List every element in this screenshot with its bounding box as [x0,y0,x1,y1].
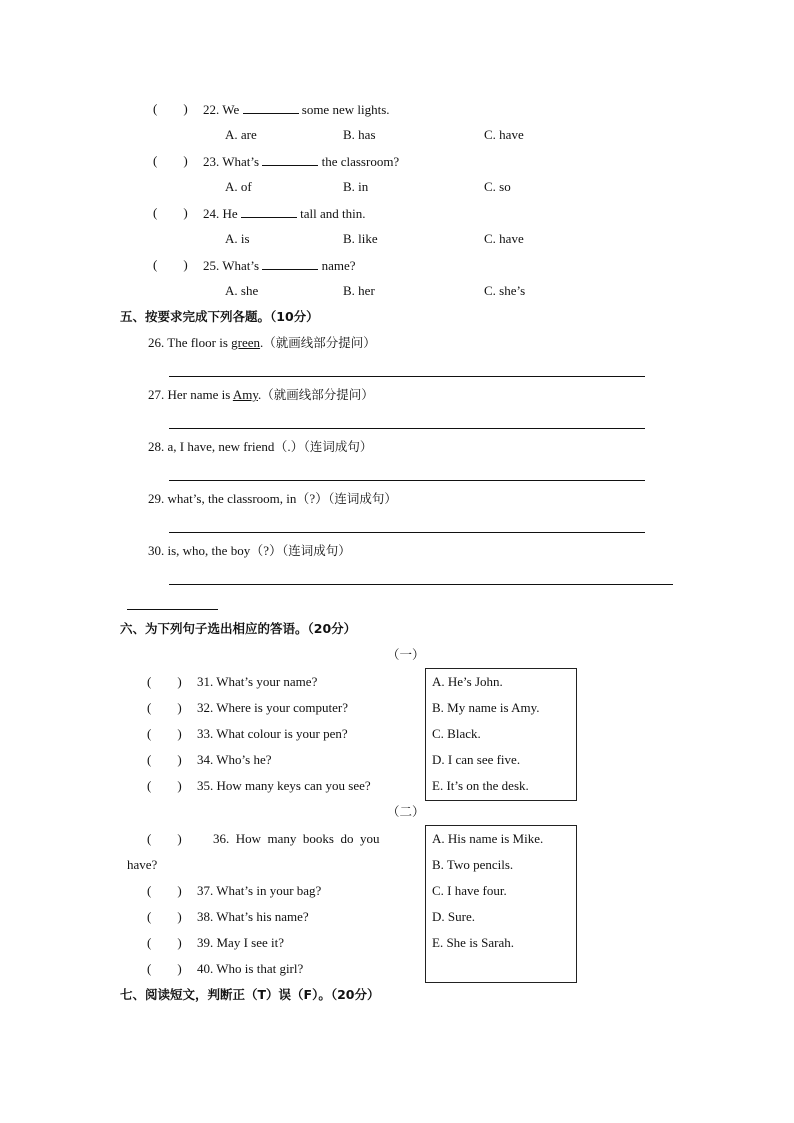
question-38: 38. What’s his name? [197,909,309,924]
question-hint: （就画线部分提问） [261,387,374,402]
section-5-title: 五、按要求完成下列各题。（10分） [120,309,319,324]
answer-option-c: C. I have four. [432,883,507,898]
question-text: 28. a, I have, new friend（.） [148,439,304,454]
answer-blank[interactable] [243,101,299,114]
question-text [203,101,390,118]
answer-option-d: D. Sure. [432,909,475,924]
answer-line-27[interactable] [169,428,645,429]
answer-line-30[interactable] [169,584,673,585]
underlined-word: green [231,335,261,350]
question-37: 37. What’s in your bag? [197,883,322,898]
option-b: B. has [343,127,376,142]
question-36-line-1: 36. How many books do you [213,831,380,846]
question-36-line-2: have? [127,857,158,872]
answer-paren[interactable]: ( ) [147,726,182,741]
question-40: 40. Who is that girl? [197,961,304,976]
option-c: C. have [484,231,524,246]
option-a: A. is [225,231,250,246]
answer-paren[interactable]: ( ) [147,674,182,689]
question-pre: 26. The floor is [148,335,232,350]
question-29 [148,491,397,507]
question-number: 23. [203,154,220,169]
question-post: some new lights. [301,102,390,117]
question-35: 35. How many keys can you see? [197,778,371,793]
question-text [203,257,356,274]
answer-paren[interactable]: ( ) [147,883,182,898]
question-pre: What’s [222,154,260,169]
option-c: C. so [484,179,511,194]
option-b: B. in [343,179,369,194]
question-post: . [258,387,262,402]
question-text: 29. what’s, the classroom, in（?） [148,491,329,506]
answer-paren[interactable]: ( ) [147,935,182,950]
question-post: . [260,335,264,350]
answer-option-d: D. I can see five. [432,752,521,767]
question-number: 25. [203,258,220,273]
answer-line-28[interactable] [169,480,645,481]
group-2-label: （二） [387,804,425,819]
answer-option-a: A. He’s John. [432,674,503,689]
answer-blank[interactable] [241,205,297,218]
answer-paren[interactable]: ( ) [147,961,182,976]
question-26 [148,335,376,351]
question-39: 39. May I see it? [197,935,285,950]
question-pre: 27. Her name is [148,387,233,402]
answer-paren[interactable]: ( ) [147,778,182,793]
option-a: A. are [225,127,257,142]
group-1-label: （一） [387,647,425,662]
answer-blank[interactable] [262,257,318,270]
underlined-word: Amy [232,387,258,402]
question-pre: What’s [222,258,260,273]
question-hint: （连词成句） [281,543,351,558]
question-post: name? [321,258,356,273]
question-pre: We [222,102,240,117]
question-34: 34. Who’s he? [197,752,272,767]
question-hint: （连词成句） [303,439,373,454]
question-27 [148,387,374,403]
answer-option-e: E. She is Sarah. [432,935,514,950]
answer-paren[interactable]: ( ) [153,153,188,168]
answer-paren[interactable]: ( ) [153,257,188,272]
answer-paren[interactable]: ( ) [147,831,182,846]
answer-box-2 [425,825,577,983]
option-c: C. have [484,127,524,142]
answer-paren[interactable]: ( ) [147,909,182,924]
answer-option-a: A. His name is Mike. [432,831,544,846]
answer-option-e: E. It’s on the desk. [432,778,529,793]
answer-paren[interactable]: ( ) [147,752,182,767]
answer-option-b: B. Two pencils. [432,857,514,872]
question-text [203,205,366,222]
option-a: A. of [225,179,252,194]
question-number: 22. [203,102,220,117]
answer-paren[interactable]: ( ) [153,205,188,220]
answer-paren[interactable]: ( ) [147,700,182,715]
answer-line-26[interactable] [169,376,645,377]
question-32: 32. Where is your computer? [197,700,349,715]
answer-option-c: C. Black. [432,726,481,741]
question-28 [148,439,372,455]
option-b: B. her [343,283,375,298]
option-c: C. she’s [484,283,526,298]
question-31: 31. What’s your name? [197,674,318,689]
question-30 [148,543,351,559]
question-text [203,153,399,170]
section-7-title: 七、阅读短文，判断正（T）误（F）。（20分） [120,987,380,1002]
question-hint: （连词成句） [328,491,397,506]
separator-line [127,609,218,610]
question-number: 24. [203,206,220,221]
answer-option-b: B. My name is Amy. [432,700,540,715]
question-post: the classroom? [321,154,400,169]
answer-paren[interactable]: ( ) [153,101,188,116]
question-hint: （就画线部分提问） [263,335,376,350]
section-6-title: 六、为下列句子选出相应的答语。（20分） [120,621,357,636]
option-a: A. she [225,283,259,298]
question-post: tall and thin. [300,206,366,221]
question-pre: He [222,206,238,221]
answer-blank[interactable] [262,153,318,166]
answer-line-29[interactable] [169,532,645,533]
question-text: 30. is, who, the boy（?） [148,543,282,558]
option-b: B. like [343,231,378,246]
question-33: 33. What colour is your pen? [197,726,348,741]
